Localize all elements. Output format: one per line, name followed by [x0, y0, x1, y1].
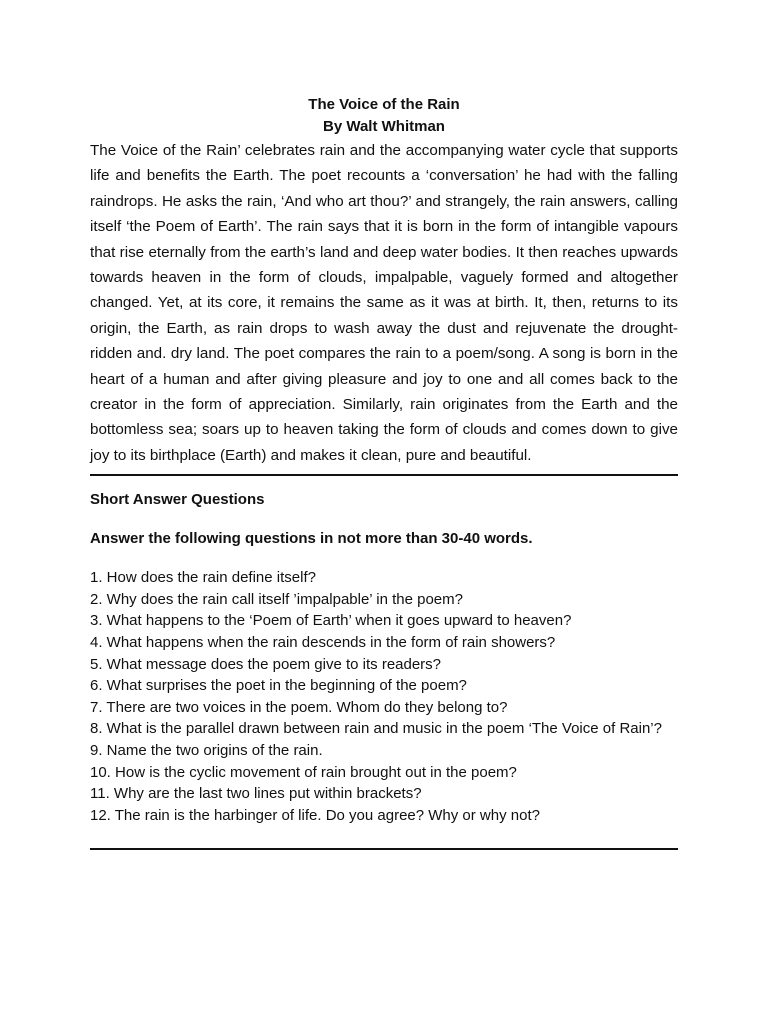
question-item: 6. What surprises the poet in the beginning of the poem?	[90, 677, 467, 695]
section-heading: Short Answer Questions	[90, 491, 265, 509]
question-item: 11. Why are the last two lines put within brackets?	[90, 785, 422, 803]
poem-title: The Voice of the Rain	[308, 96, 460, 113]
poem-author: By Walt Whitman	[323, 118, 445, 135]
question-item: 2. Why does the rain call itself ’impalpable’ in the poem?	[90, 590, 463, 608]
question-item: 7. There are two voices in the poem. Whom do they belong to?	[90, 698, 508, 716]
poem-summary: The Voice of the Rain’ celebrates rain and the accompanying water cycle that supports life and benefits the Earth. The poet recounts a ‘conversation’ he had with the falling raindrops. He asks the rain, ‘And who art thou?’ and strangely, the rain answers, calling itself ‘the Poem of Earth’. The rain says that it is born in the form of intangible vapours that rise eternally from the earth’s land and deep water bodies. It then reaches upwards towards heaven in the form of clouds, impalpable, vaguely formed and altogether changed. Yet, at its core, it remains the same as it was at birth. It, then, returns to its origin, the Earth, as rain drops to wash away the dust and rejuvenate the drought-ridden and. dry land. The poet compares the rain to a poem/song. A song is born in the heart of a human and after giving pleasure and joy to one and all comes back to the creator in the form of appreciation. Similarly, rain originates from the Earth and the bottomless sea; soars up to heaven taking the form of clouds and comes down to give joy to its birthplace (Earth) and makes it clean, pure and beautiful.	[90, 142, 678, 464]
question-item: 4. What happens when the rain descends in the form of rain showers?	[90, 634, 556, 652]
question-item: 10. How is the cyclic movement of rain brought out in the poem?	[90, 763, 517, 781]
question-item: 8. What is the parallel drawn between rain and music in the poem ‘The Voice of Rain’?	[90, 720, 662, 738]
question-item: 12. The rain is the harbinger of life. Do you agree? Why or why not?	[90, 806, 540, 824]
instruction-text: Answer the following questions in not more than 30-40 words.	[90, 530, 533, 548]
question-list	[90, 567, 678, 826]
question-item: 1. How does the rain define itself?	[90, 569, 316, 587]
question-item: 3. What happens to the ‘Poem of Earth’ when it goes upward to heaven?	[90, 612, 572, 630]
question-item: 5. What message does the poem give to its readers?	[90, 655, 442, 673]
bottom-divider	[90, 848, 678, 850]
section-divider	[90, 474, 678, 476]
document-page	[90, 94, 678, 850]
question-item: 9. Name the two origins of the rain.	[90, 742, 323, 760]
